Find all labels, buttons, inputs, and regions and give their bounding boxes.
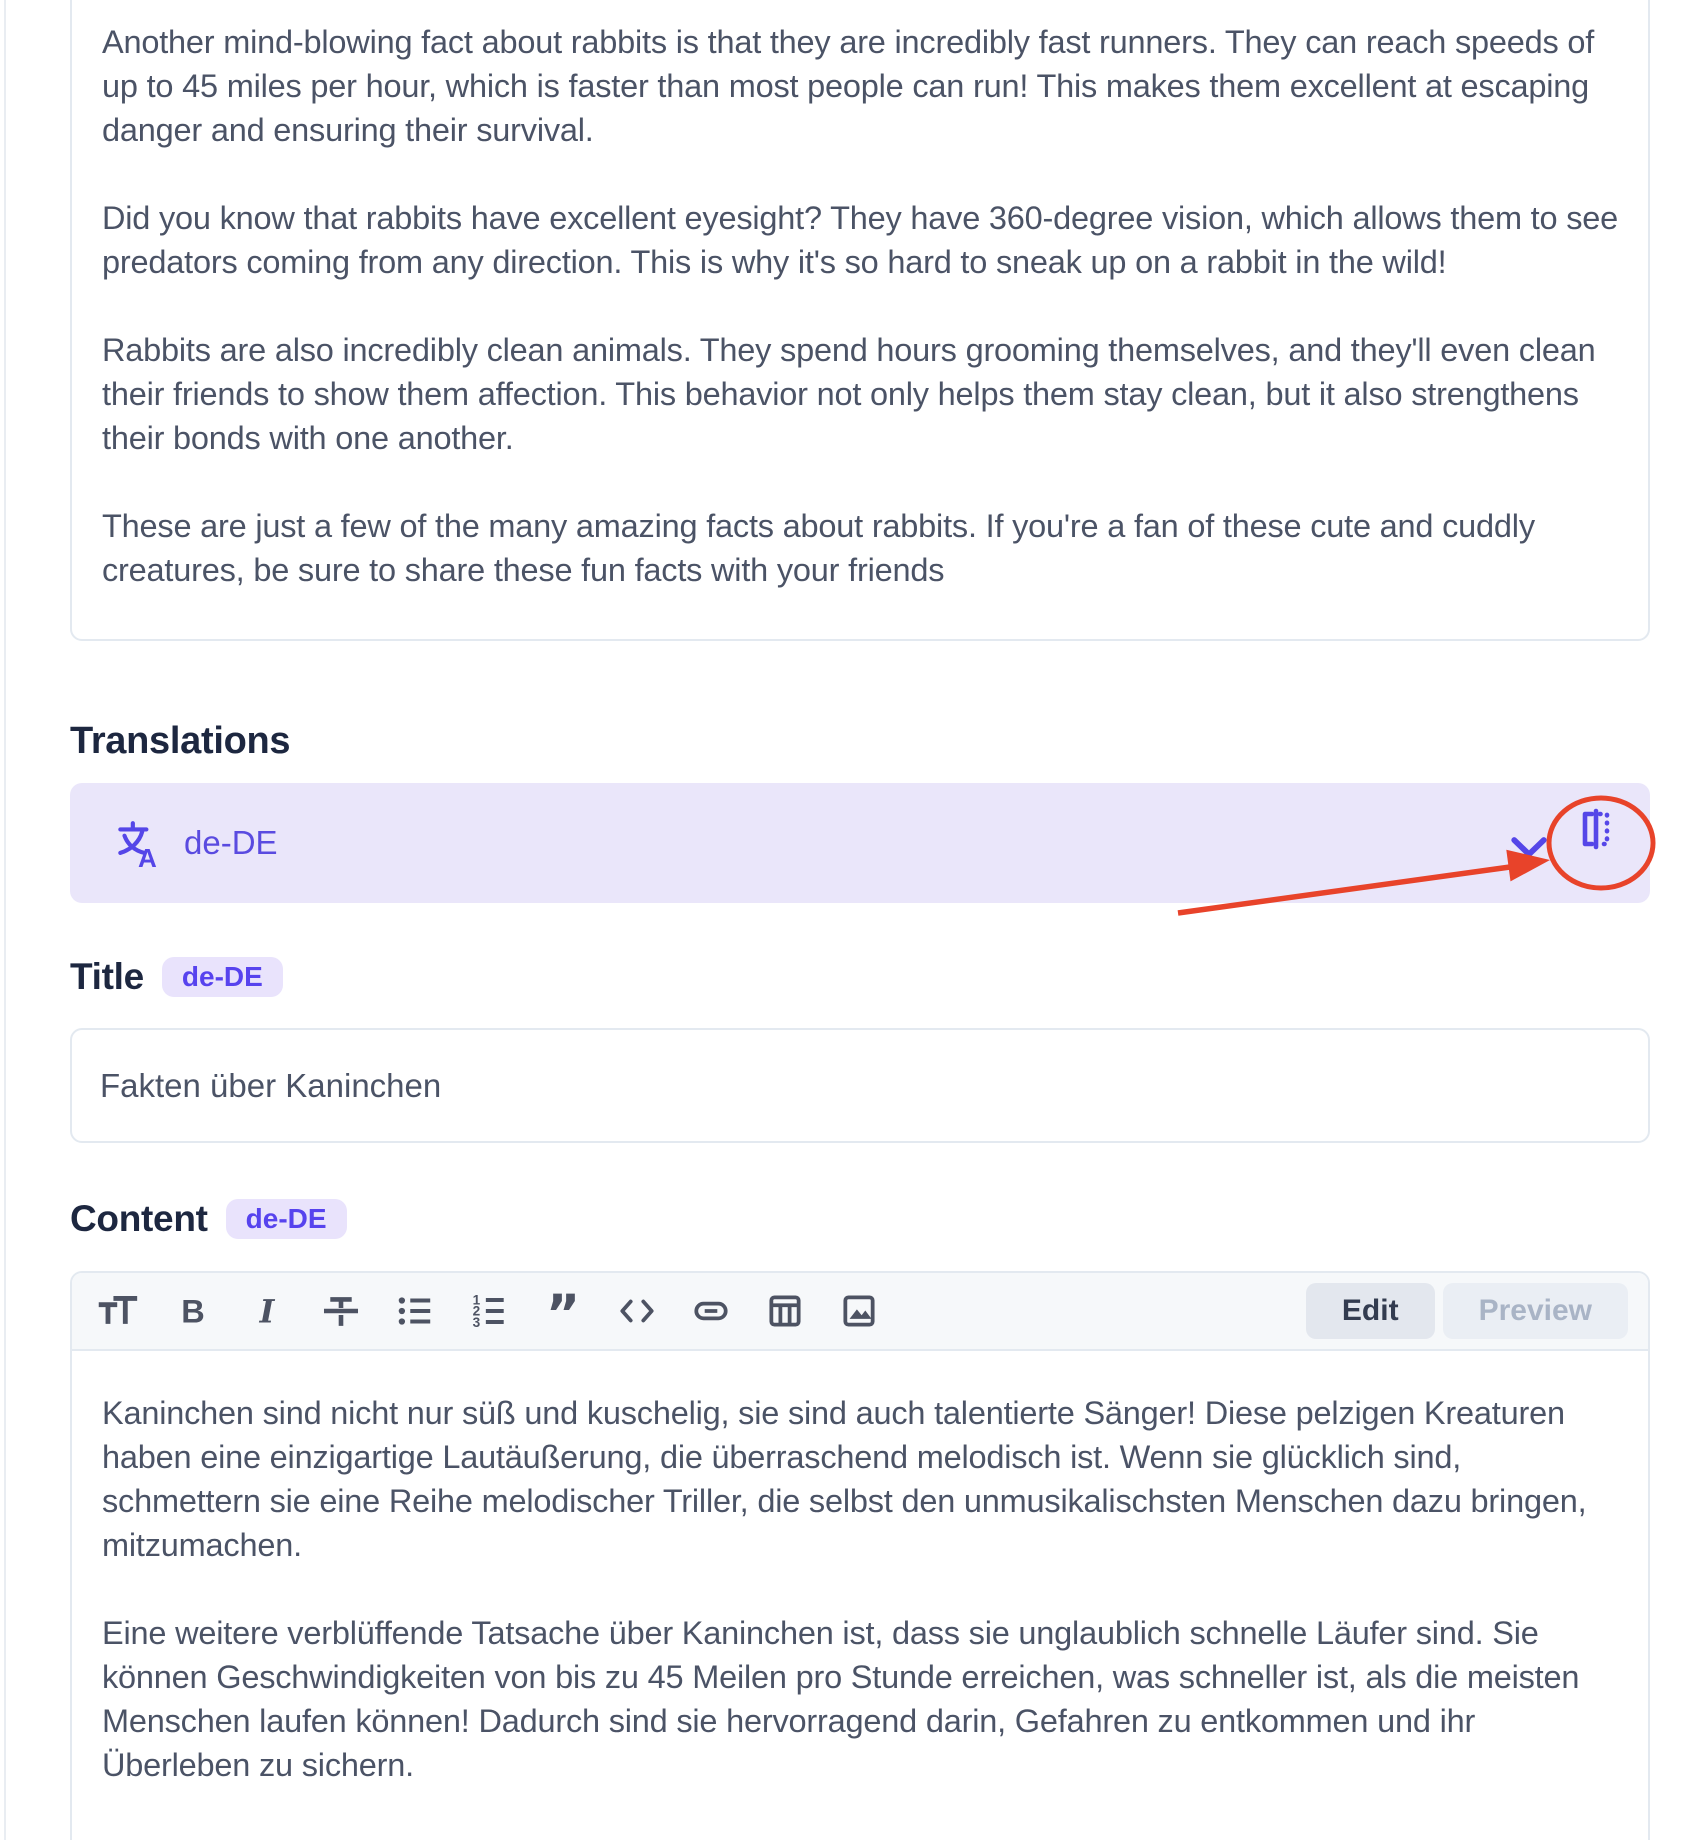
editor-toolbar xyxy=(72,1273,1648,1351)
content-editing-area[interactable] xyxy=(72,1351,1648,1827)
svg-text:A: A xyxy=(138,842,157,868)
svg-text:B: B xyxy=(181,1293,205,1330)
italic-icon xyxy=(246,1290,288,1332)
numbered-list-icon xyxy=(468,1290,510,1332)
svg-text:I: I xyxy=(259,1293,275,1331)
svg-text:2: 2 xyxy=(472,1303,481,1319)
svg-text:1: 1 xyxy=(472,1292,481,1308)
paragraph: Rabbits are also incredibly clean animals. They spend hours grooming themselves, and they'll even clean their friends to show them affection. This behavior not only helps them stay clean, but it also strengthens their bonds with one another. xyxy=(102,332,1596,456)
table-button[interactable] xyxy=(762,1288,808,1334)
table-icon xyxy=(764,1290,806,1332)
split-view-icon xyxy=(1574,807,1618,851)
title-input[interactable] xyxy=(70,1028,1650,1143)
link-button[interactable] xyxy=(688,1288,734,1334)
link-icon xyxy=(690,1290,732,1332)
bold-button[interactable] xyxy=(170,1288,216,1334)
blockquote-button[interactable] xyxy=(540,1284,586,1345)
translate-icon xyxy=(112,818,162,868)
sidebar-edge-divider xyxy=(4,0,6,1840)
edit-button[interactable]: Edit xyxy=(1306,1283,1435,1339)
strikethrough-button[interactable] xyxy=(318,1288,364,1334)
translations-heading: Translations xyxy=(70,720,291,762)
bulleted-list-button[interactable] xyxy=(392,1288,438,1334)
source-text-editor[interactable] xyxy=(70,0,1650,641)
strikethrough-icon xyxy=(320,1290,362,1332)
svg-text:3: 3 xyxy=(472,1314,481,1330)
italic-button[interactable] xyxy=(244,1288,290,1334)
chevron-down-icon[interactable] xyxy=(1510,835,1548,861)
content-field-label: Content xyxy=(70,1198,208,1239)
svg-text:”: ” xyxy=(545,1284,581,1345)
text-size-button[interactable] xyxy=(96,1288,142,1334)
paragraph: Did you know that rabbits have excellent eyesight? They have 360-degree vision, which allows them to see predators coming from any direction. This is why it's so hard to sneak up on a rabbit in the wild! xyxy=(102,200,1618,280)
title-locale-badge: de-DE xyxy=(162,957,283,997)
text-size-icon xyxy=(98,1290,140,1332)
inline-code-button[interactable] xyxy=(614,1288,660,1334)
blockquote-icon xyxy=(542,1284,584,1345)
inline-code-icon xyxy=(616,1290,658,1332)
bulleted-list-icon xyxy=(394,1290,436,1332)
translation-locale-bar[interactable] xyxy=(70,783,1650,903)
paragraph: Kaninchen sind nicht nur süß und kuschelig, sie sind auch talentierte Sänger! Diese pelzigen Kreaturen haben eine einzigartige Lautäußerung, die überraschend melodisch ist. Wenn sie glücklich sind, schmettern sie eine Reihe melodischer Triller, die selbst den unmusikalischsten Menschen dazu bringen, mitzumachen. xyxy=(102,1395,1587,1563)
image-icon xyxy=(838,1290,880,1332)
rich-text-editor xyxy=(70,1271,1650,1840)
locale-bar-label: de-DE xyxy=(184,824,278,861)
copy-from-locale-button[interactable] xyxy=(1574,807,1618,851)
bold-icon xyxy=(172,1290,214,1332)
paragraph: Another mind-blowing fact about rabbits is that they are incredibly fast runners. They can reach speeds of up to 45 miles per hour, which is faster than most people can run! This makes them excellent at escaping danger and ensuring their survival. xyxy=(102,24,1595,148)
image-button[interactable] xyxy=(836,1288,882,1334)
paragraph: These are just a few of the many amazing facts about rabbits. If you're a fan of these cute and cuddly creatures, be sure to share these fun facts with your friends xyxy=(102,508,1535,588)
paragraph: Eine weitere verblüffende Tatsache über Kaninchen ist, dass sie unglaublich schnelle Läufer sind. Sie können Geschwindigkeiten von bis zu 45 Meilen pro Stunde erreichen, was schneller ist, als die meisten Menschen laufen können! Dadurch sind sie hervorragend darin, Gefahren zu entkommen und ihr Überleben zu sichern. xyxy=(102,1615,1580,1783)
content-locale-badge: de-DE xyxy=(226,1199,347,1239)
preview-button[interactable]: Preview xyxy=(1443,1283,1628,1339)
numbered-list-button[interactable] xyxy=(466,1288,512,1334)
editor-toolbar-icons xyxy=(96,1284,882,1345)
title-field-label: Title xyxy=(70,956,144,997)
